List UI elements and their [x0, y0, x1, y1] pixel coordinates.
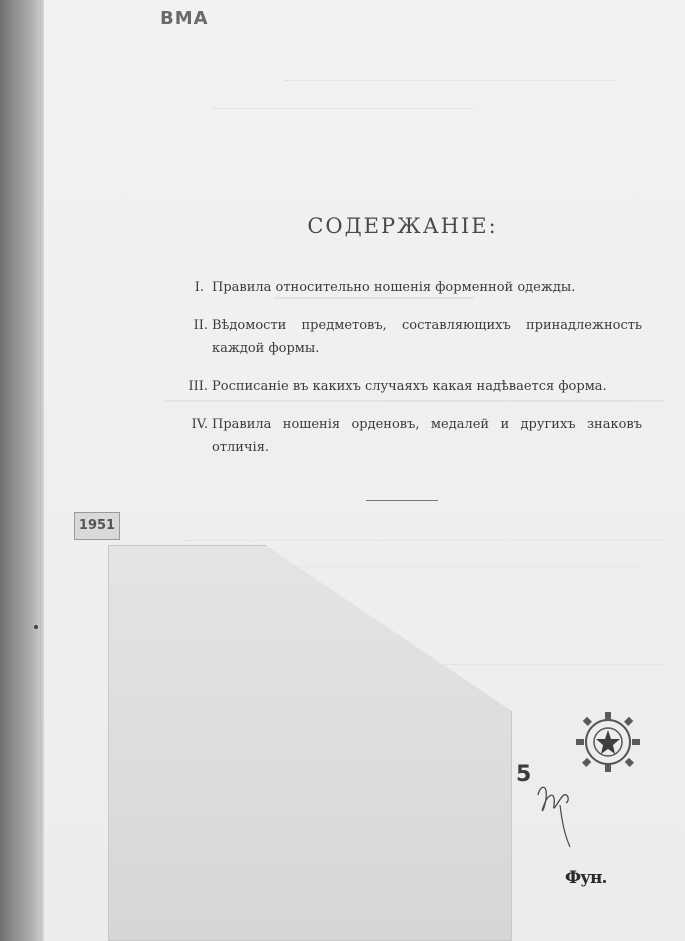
- accession-label: 1951: [74, 512, 120, 540]
- toc-item: [182, 413, 642, 459]
- library-mark: ВМА: [160, 8, 209, 29]
- show-through-line: [184, 530, 664, 541]
- toc-item-number: I.: [194, 280, 204, 295]
- seal-stamp-icon: [572, 708, 644, 776]
- page-number: 5: [516, 762, 532, 787]
- page-title: СОДЕРЖАНІЕ:: [307, 214, 498, 238]
- show-through-line: [444, 654, 664, 665]
- toc-item-text: Правила ношенія орденовъ, медалей и другихъ знаковъ отличія.: [212, 417, 642, 455]
- show-through-line: [214, 100, 474, 109]
- toc-item-text: Росписаніе въ какихъ случаяхъ какая надѣвается форма.: [212, 379, 607, 394]
- toc-item-text: Правила относительно ношенія форменной одежды.: [212, 280, 576, 295]
- toc-item: [182, 375, 642, 398]
- handwritten-signature: [530, 775, 590, 855]
- divider-rule: [366, 500, 438, 501]
- stamp-word: Фун.: [565, 868, 607, 888]
- toc-item-number: II.: [193, 318, 208, 333]
- spine-mark: [34, 625, 38, 629]
- toc-item-number: IV.: [191, 417, 208, 432]
- book-spine: [0, 0, 42, 941]
- show-through-line: [244, 556, 644, 567]
- show-through-line: [284, 72, 614, 81]
- toc-item-text: Вѣдомости предметовъ, составляющихъ принадлежность каждой формы.: [212, 318, 642, 356]
- toc-item-number: III.: [188, 379, 208, 394]
- toc-item: [182, 276, 642, 299]
- table-of-contents: [182, 276, 642, 474]
- toc-item: [182, 314, 642, 360]
